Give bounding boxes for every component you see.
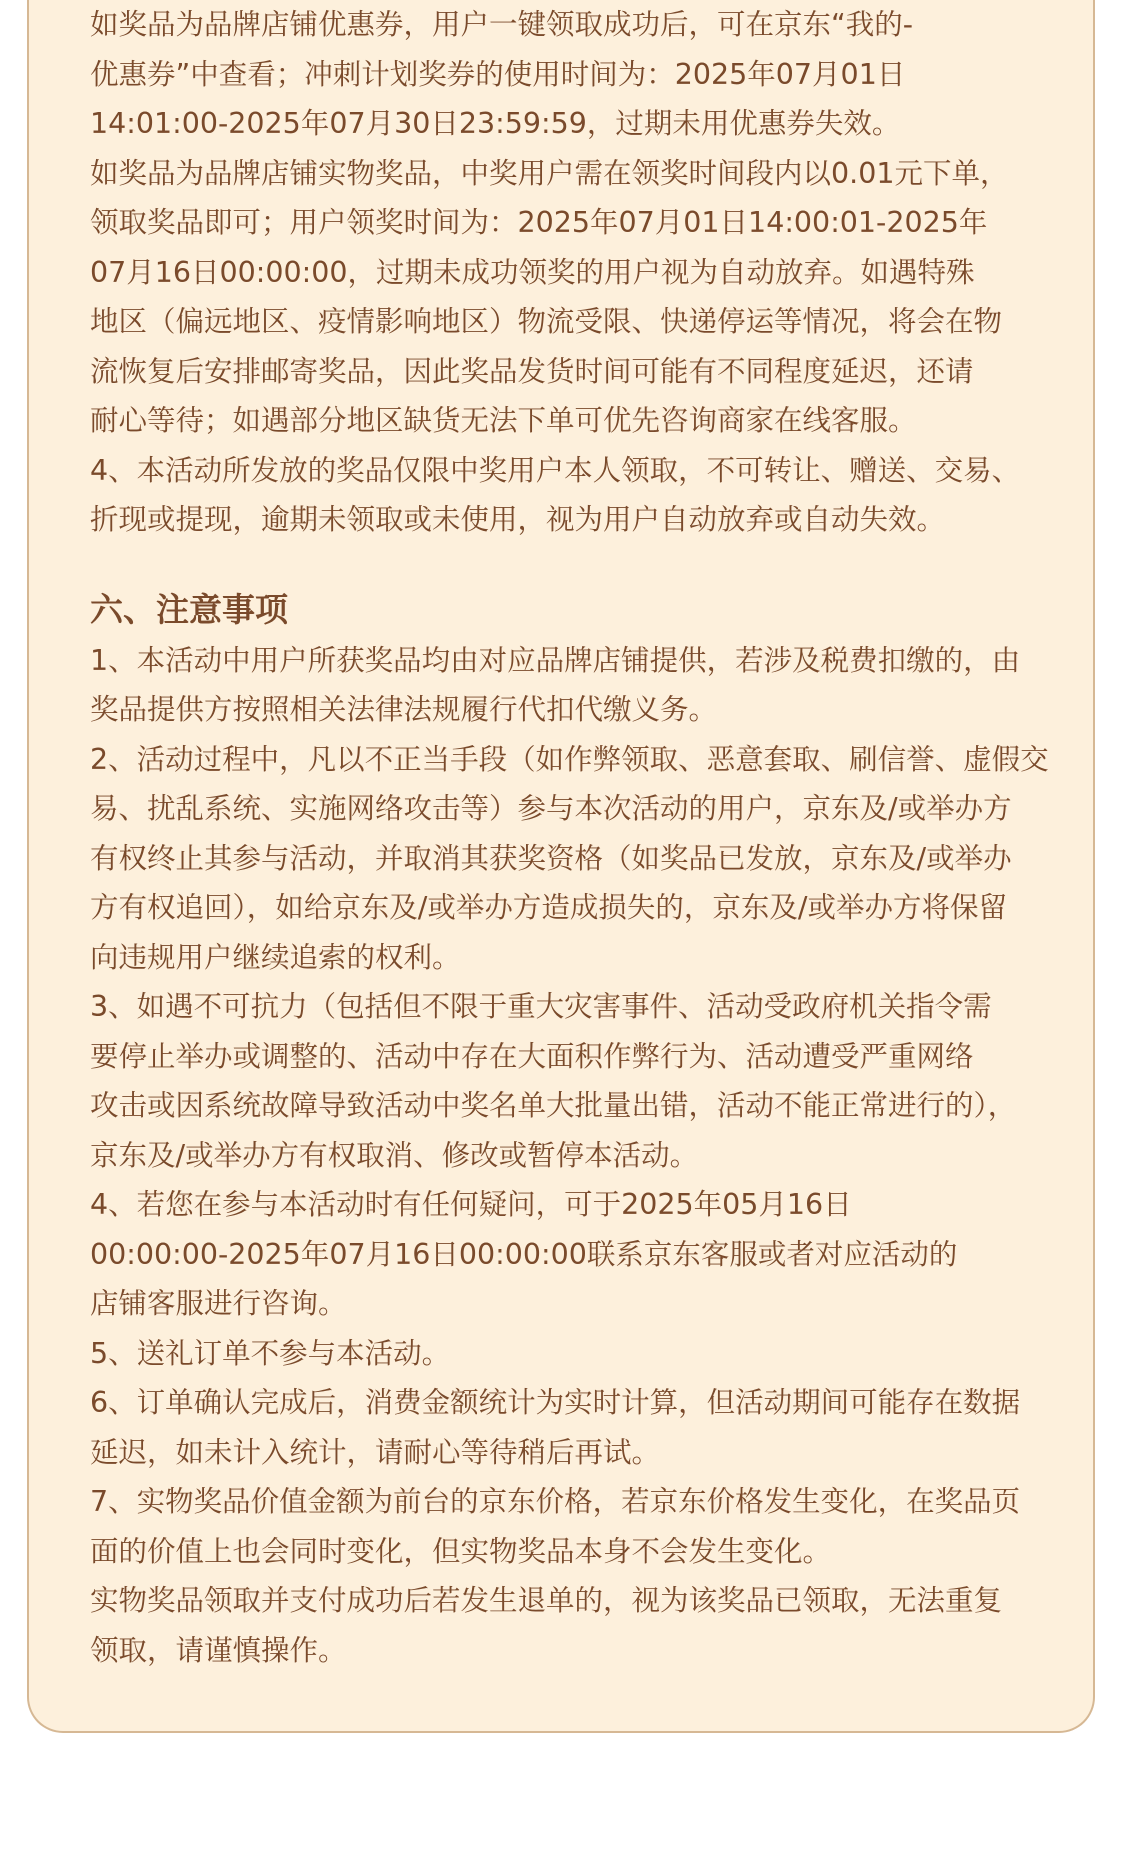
notice-item-6: 6、订单确认完成后，消费金额统计为实时计算，但活动期间可能存在数据 延迟，如未计入统计，请耐心等待稍后再试。: [90, 1386, 1021, 1469]
prize-physical-paragraph: 如奖品为品牌店铺实物奖品，中奖用户需在领奖时间段内以0.01元下单， 领取奖品即可；用户领奖时间为：2025年07月01日14:00:01-2025年 07月16日00:00:00，过期未成功领奖的用户视为自动放弃。如遇特殊 地区（偏远地区、疫情影响地区）物流受限、快递停运等情况，将会在物 流恢复后安排邮寄奖品，因此奖品发货时间可能有不同程度延迟，还请 耐心等待；如遇部分地区缺货无法下单可优先咨询商家在线客服。: [90, 156, 1009, 437]
notice-refund-paragraph: 实物奖品领取并支付成功后若发生退单的，视为该奖品已领取，无法重复 领取，请谨慎操作。: [90, 1584, 1003, 1667]
rules-content: [90, 0, 1050, 1675]
notice-item-4: 4、若您在参与本活动时有任何疑问，可于2025年05月16日 00:00:00-2025年07月16日00:00:00联系京东客服或者对应活动的 店铺客服进行咨询。: [90, 1188, 958, 1320]
notice-item-5: 5、送礼订单不参与本活动。: [90, 1336, 451, 1370]
notice-section-title: 六、注意事项: [90, 589, 288, 629]
prize-coupon-paragraph: 如奖品为品牌店铺优惠券，用户一键领取成功后，可在京东“我的- 优惠券”中查看；冲刺计划奖券的使用时间为：2025年07月01日 14:01:00-2025年07月30日23:59:59，过期未用优惠券失效。: [90, 8, 914, 140]
prize-claim-limit-paragraph: 4、本活动所发放的奖品仅限中奖用户本人领取，不可转让、赠送、交易、 折现或提现，逾期未领取或未使用，视为用户自动放弃或自动失效。: [90, 453, 1021, 536]
notice-item-2: 2、活动过程中，凡以不正当手段（如作弊领取、恶意套取、刷信誉、虚假交 易、扰乱系统、实施网络攻击等）参与本次活动的用户，京东及/或举办方 有权终止其参与活动，并取消其获奖资格（如奖品已发放，京东及/或举办 方有权追回），如给京东及/或举办方造成损失的，京东及/或举办方将保留 向违规用户继续追索的权利。: [90, 742, 1049, 974]
notice-item-1: 1、本活动中用户所获奖品均由对应品牌店铺提供，若涉及税费扣缴的，由 奖品提供方按照相关法律法规履行代扣代缴义务。: [90, 643, 1021, 726]
notice-item-3: 3、如遇不可抗力（包括但不限于重大灾害事件、活动受政府机关指令需 要停止举办或调整的、活动中存在大面积作弊行为、活动遭受严重网络 攻击或因系统故障导致活动中奖名单大批量出错，活动不能正常进行的）， 京东及/或举办方有权取消、修改或暂停本活动。: [90, 990, 1017, 1172]
notice-item-7: 7、实物奖品价值金额为前台的京东价格，若京东价格发生变化，在奖品页 面的价值上也会同时变化，但实物奖品本身不会发生变化。: [90, 1485, 1021, 1568]
